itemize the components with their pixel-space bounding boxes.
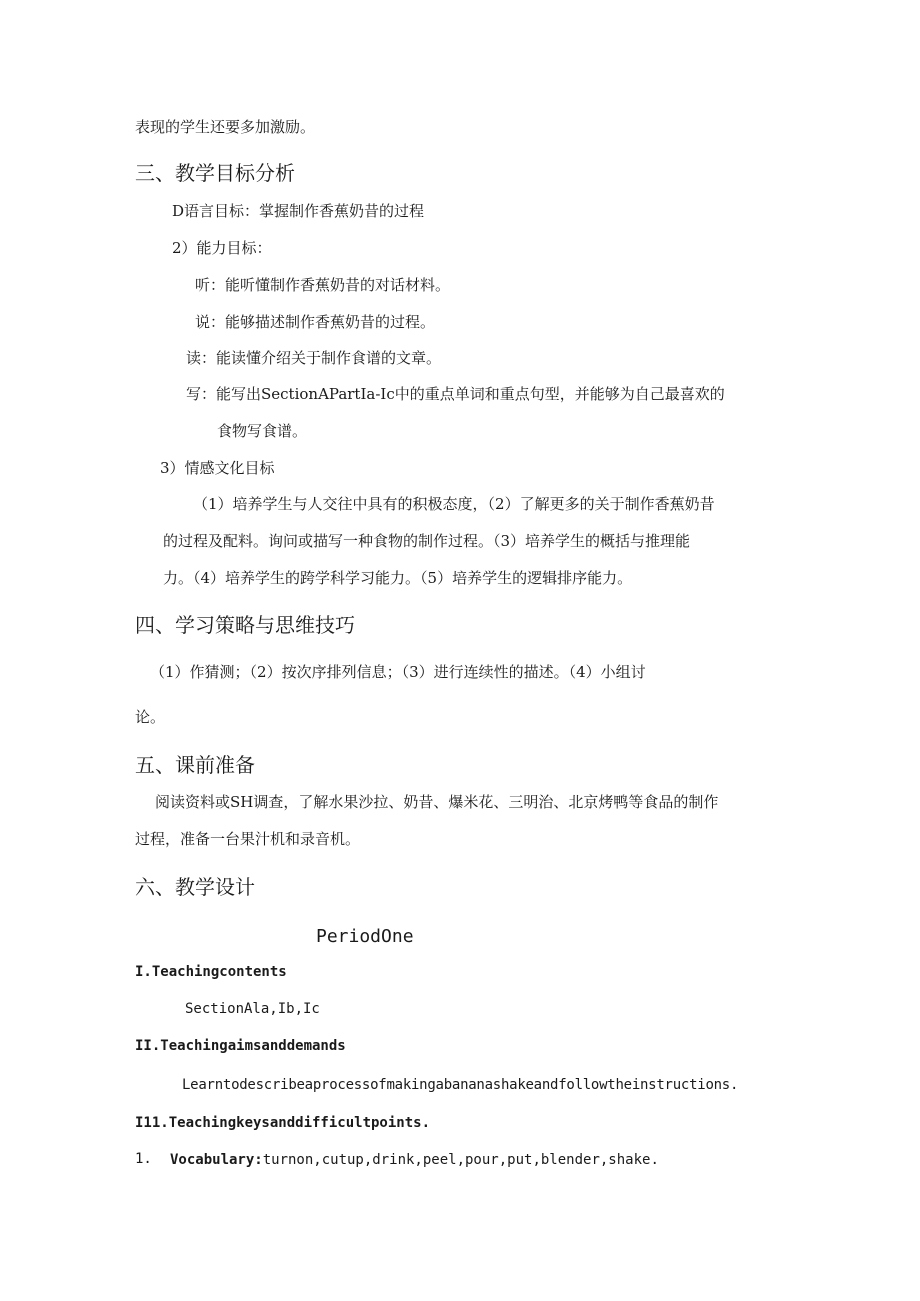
subsection-heading: II.Teachingaimsanddemands [135,1038,346,1054]
section-heading: 五、课前准备 [135,753,255,777]
subsection-heading: I.Teachingcontents [135,964,287,980]
text-line: 3）情感文化目标 [160,459,275,477]
text-line: （1）作猜测；（2）按次序排列信息；（3）进行连续性的描述。（4）小组讨 [150,663,646,681]
text-line: 食物写食谱。 [217,422,308,440]
text-line: 2）能力目标： [172,239,272,257]
period-title: PeriodOne [316,926,414,947]
section-heading: 三、教学目标分析 [135,161,295,185]
text-line: SectionAla,Ib,Ic [185,1001,320,1017]
text-line: D语言目标：掌握制作香蕉奶昔的过程 [172,202,425,220]
section-heading: 六、教学设计 [135,875,255,899]
text-line: 听：能听懂制作香蕉奶昔的对话材料。 [195,276,451,294]
list-item [170,1149,659,1170]
text-line: 论。 [135,708,166,726]
text-line: 表现的学生还要多加激励。 [135,118,316,136]
text-line: 阅读资料或SH调查，了解水果沙拉、奶昔、爆米花、三明治、北京烤鸭等食品的制作 [155,793,719,811]
list-number: 1. [135,1151,152,1167]
text-line: 力。（4）培养学生的跨学科学习能力。（5）培养学生的逻辑排序能力。 [163,569,633,587]
vocabulary-words: turnon,cutup,drink,peel,pour,put,blender,shake. [262,1152,659,1168]
text-line: 的过程及配料。询问或描写一种食物的制作过程。（3）培养学生的概括与推理能 [163,532,691,550]
text-line: 说：能够描述制作香蕉奶昔的过程。 [195,313,436,331]
subsection-heading: I11.Teachingkeysanddifficultpoints. [135,1115,431,1131]
text-line: （1）培养学生与人交往中具有的积极态度，（2）了解更多的关于制作香蕉奶昔 [193,495,715,513]
section-heading: 四、学习策略与思维技巧 [135,613,355,637]
vocabulary-label: Vocabulary: [170,1152,263,1168]
text-line: 读：能读懂介绍关于制作食谱的文章。 [186,349,442,367]
text-line: 写：能写出SectionAPartIa-Ic中的重点单词和重点句型，并能够为自己最喜欢的 [186,385,725,403]
text-line: 过程，准备一台果汁机和录音机。 [135,830,361,848]
text-line: Learntodescribeaprocessofmakingabananashakeandfollowtheinstructions. [182,1077,739,1093]
